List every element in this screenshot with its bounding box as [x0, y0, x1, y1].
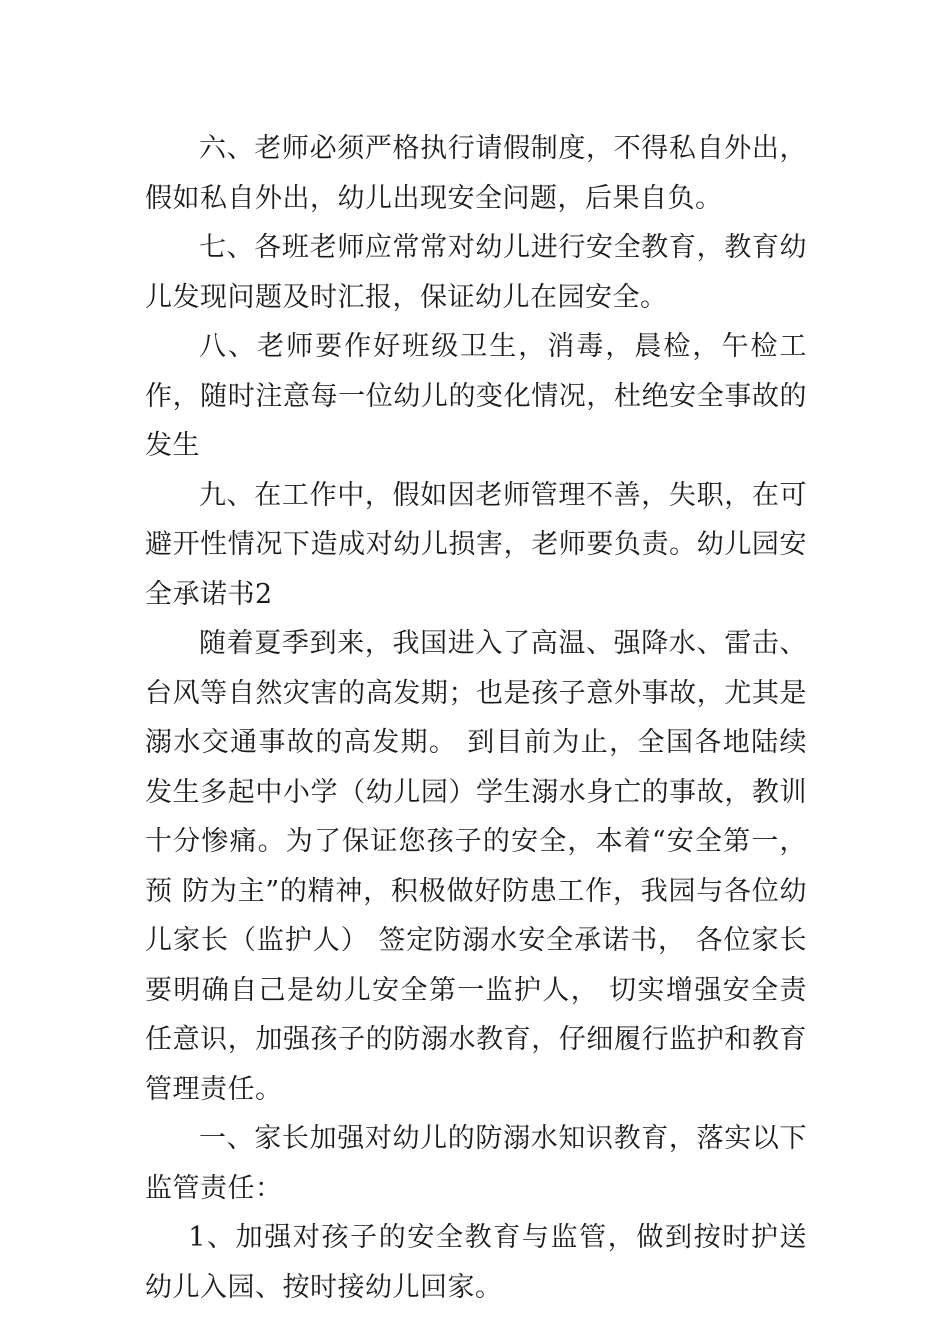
- paragraph-section-1: 一、家长加强对幼儿的防溺水知识教育，落实以下监管责任：: [145, 1123, 807, 1204]
- paragraph-rule-7: 七、各班老师应常常对幼儿进行安全教育，教育幼儿发现问题及时汇报，保证幼儿在园安全。: [145, 232, 807, 313]
- paragraph-summer-safety: 随着夏季到来，我国进入了高温、强降水、雷击、台风等自然灾害的高发期；也是孩子意外事故，尤其是溺水交通事故的高发期。 到目前为止，全国各地陆续发生多起中小学（幼儿园）学生溺水身亡的事故，教训十分惨痛。为了保证您孩子的安全，本着“安全第一，预 防为主”的精神，积极做好防患工作，我园与各位幼儿家长（监护人） 签定防溺水安全承诺书， 各位家长要明确自己是幼儿安全第一监护人， 切实增强安全责任意识，加强孩子的防溺水教育，仔细履行监护和教育管理责任。: [145, 628, 807, 1105]
- paragraph-rule-9: 九、在工作中，假如因老师管理不善，失职，在可避开性情况下造成对幼儿损害，老师要负责。幼儿园安全承诺书2: [145, 479, 807, 610]
- paragraph-rule-8: 八、老师要作好班级卫生，消毒，晨检，午检工作，随时注意每一位幼儿的变化情况，杜绝安全事故的发生: [145, 331, 807, 461]
- paragraph-item-1: 1、加强对孩子的安全教育与监管，做到按时护送幼儿入园、按时接幼儿回家。: [145, 1222, 807, 1303]
- paragraph-rule-6: 六、老师必须严格执行请假制度，不得私自外出，假如私自外出，幼儿出现安全问题，后果自负。: [145, 133, 807, 214]
- document-body: [145, 124, 807, 1312]
